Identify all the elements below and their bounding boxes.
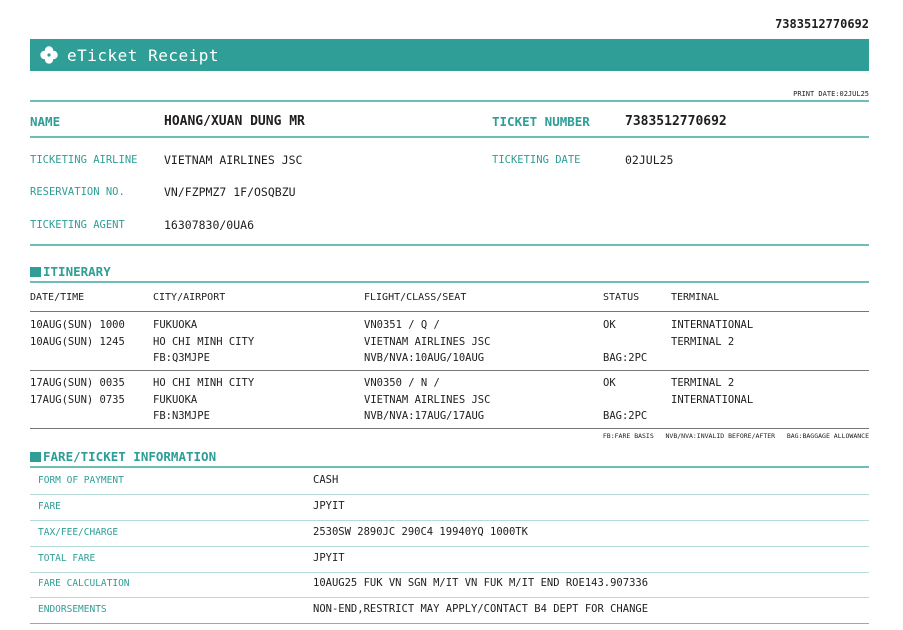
- name-label: NAME: [30, 114, 61, 129]
- fare-row-value: JPYIT: [313, 500, 345, 512]
- fare-row-label: TAX/FEE/CHARGE: [38, 527, 119, 538]
- fare-row: [30, 597, 869, 624]
- col-header-city: CITY/AIRPORT: [153, 292, 226, 303]
- clover-icon: [39, 45, 59, 65]
- row-flight: VN0350 / N / VIETNAM AIRLINES JSC NVB/NVA:17AUG/17AUG: [364, 377, 491, 422]
- divider: [30, 311, 869, 312]
- fare-row: [30, 468, 869, 495]
- ticketing-airline-value: VIETNAM AIRLINES JSC: [164, 153, 303, 167]
- ticketing-agent-value: 16307830/0UA6: [164, 218, 255, 232]
- row-datetime: 10AUG(SUN) 1000 10AUG(SUN) 1245: [30, 319, 125, 348]
- fare-row-value: 2530SW 2890JC 290C4 19940YQ 1000TK: [313, 526, 528, 538]
- fare-row-value: JPYIT: [313, 552, 345, 564]
- fare-section-title: [30, 449, 216, 464]
- divider: [30, 244, 869, 246]
- ticket-number-label: TICKET NUMBER: [492, 114, 590, 129]
- fare-row-value: 10AUG25 FUK VN SGN M/IT VN FUK M/IT END ROE143.907336: [313, 577, 649, 589]
- row-status: OK BAG:2PC: [603, 377, 648, 422]
- ticketing-airline-label: TICKETING AIRLINE: [30, 154, 138, 166]
- itinerary-section-title: [30, 264, 111, 279]
- fare-row-label: TOTAL FARE: [38, 553, 96, 564]
- ticket-number-value: 7383512770692: [625, 114, 727, 129]
- fare-row: [30, 494, 869, 521]
- row-city: FUKUOKA HO CHI MINH CITY FB:Q3MJPE: [153, 319, 255, 364]
- legend-note: FB:FARE BASIS NVB/NVA:INVALID BEFORE/AFTER BAG:BAGGAGE ALLOWANCE: [602, 432, 869, 440]
- section-square-icon: [30, 452, 41, 462]
- row-terminal: TERMINAL 2 INTERNATIONAL: [671, 377, 754, 406]
- header-title: eTicket Receipt: [67, 45, 219, 65]
- name-value: HOANG/XUAN DUNG MR: [164, 114, 305, 129]
- fare-title: FARE/TICKET INFORMATION: [43, 449, 217, 464]
- ticketing-date-value: 02JUL25: [625, 153, 674, 167]
- divider: [30, 136, 869, 138]
- ticketing-date-label: TICKETING DATE: [492, 154, 581, 166]
- col-header-terminal: TERMINAL: [671, 292, 720, 303]
- divider: [30, 428, 869, 429]
- divider: [30, 100, 869, 102]
- fare-row-label: FARE: [38, 501, 61, 512]
- ticketing-agent-label: TICKETING AGENT: [30, 219, 125, 231]
- section-square-icon: [30, 267, 41, 277]
- divider: [30, 370, 869, 371]
- fare-row-label: ENDORSEMENTS: [38, 604, 107, 615]
- fare-row-label: FORM OF PAYMENT: [38, 475, 124, 486]
- fare-row-label: FARE CALCULATION: [38, 578, 130, 589]
- fare-row: [30, 546, 869, 573]
- col-header-datetime: DATE/TIME: [30, 292, 85, 303]
- row-city: HO CHI MINH CITY FUKUOKA FB:N3MJPE: [153, 377, 255, 422]
- fare-row-value: CASH: [313, 474, 339, 486]
- fare-row: [30, 520, 869, 547]
- reservation-label: RESERVATION NO.: [30, 186, 125, 198]
- row-datetime: 17AUG(SUN) 0035 17AUG(SUN) 0735: [30, 377, 125, 406]
- print-date: PRINT DATE:02JUL25: [793, 90, 869, 98]
- fare-row-value: NON-END,RESTRICT MAY APPLY/CONTACT B4 DEPT FOR CHANGE: [313, 603, 649, 615]
- itinerary-title: ITINERARY: [43, 264, 111, 279]
- row-status: OK BAG:2PC: [603, 319, 648, 364]
- col-header-status: STATUS: [603, 292, 640, 303]
- receipt-header: [30, 39, 869, 71]
- row-flight: VN0351 / Q / VIETNAM AIRLINES JSC NVB/NVA:10AUG/10AUG: [364, 319, 491, 364]
- top-ticket-number: 7383512770692: [775, 17, 869, 31]
- row-terminal: INTERNATIONAL TERMINAL 2: [671, 319, 754, 348]
- divider: [30, 281, 869, 283]
- col-header-flight: FLIGHT/CLASS/SEAT: [364, 292, 467, 303]
- fare-row: [30, 571, 869, 598]
- reservation-value: VN/FZPMZ7 1F/OSQBZU: [164, 185, 296, 199]
